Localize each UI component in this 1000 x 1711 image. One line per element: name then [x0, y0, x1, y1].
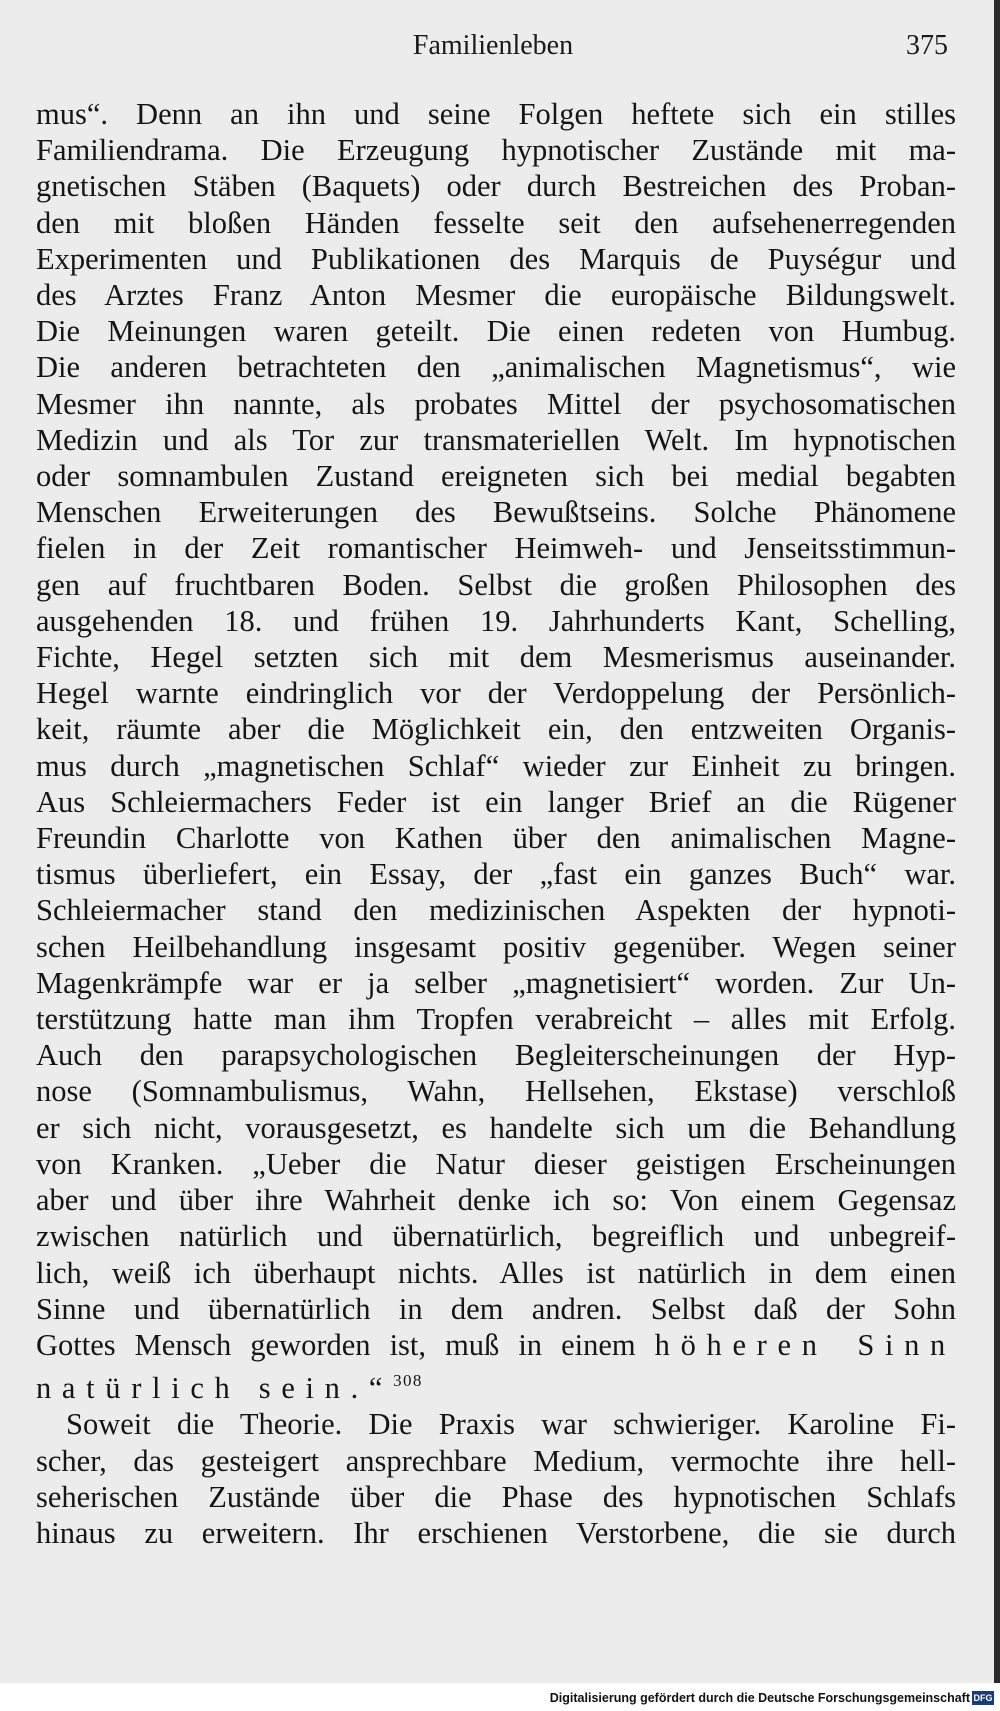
spaced-emphasis: höheren Sinn: [654, 1327, 956, 1362]
text-line: tismus überliefert, ein Essay, der „fast ein ganzes Buch“ war.: [36, 857, 956, 892]
text-line-with-spaced-emphasis: [36, 1327, 956, 1363]
running-title: Familienleben: [412, 30, 574, 61]
dfg-logo: DFG: [973, 1693, 993, 1703]
text-line: Experimenten und Publikationen des Marquis de Puységur und: [36, 241, 956, 276]
text-line: ausgehenden 18. und frühen 19. Jahrhunderts Kant, Schelling,: [36, 603, 956, 638]
text-line: Die anderen betrachteten den „animalischen Magnetismus“, wie: [36, 350, 956, 385]
text-line: den mit bloßen Händen fesselte seit den aufsehenerregenden: [36, 205, 956, 240]
text-line: oder somnambulen Zustand ereigneten sich bei medial begabten: [36, 459, 956, 494]
text-line: von Kranken. „Ueber die Natur dieser geistigen Erscheinungen: [36, 1146, 956, 1181]
text-line: des Arztes Franz Anton Mesmer die europäische Bildungswelt.: [36, 278, 956, 313]
text-line: Die Meinungen waren geteilt. Die einen redeten von Humbug.: [36, 314, 956, 349]
text-line: Sinne und übernatürlich in dem andren. Selbst daß der Sohn: [36, 1291, 956, 1326]
text-line: er sich nicht, vorausgesetzt, es handelte sich um die Behandlung: [36, 1110, 956, 1145]
running-head: [38, 28, 948, 68]
text-line: Familiendrama. Die Erzeugung hypnotischer Zustände mit ma-: [36, 133, 956, 168]
spaced-emphasis: natürlich sein.“: [36, 1371, 394, 1406]
text-line: gnetischen Stäben (Baquets) oder durch Bestreichen des Proban-: [36, 169, 956, 204]
body-text: [36, 96, 956, 1551]
text-line: Fichte, Hegel setzten sich mit dem Mesmerismus auseinander.: [36, 640, 956, 675]
text-line: seherischen Zustände über die Phase des hypnotischen Schlafs: [36, 1479, 956, 1514]
text-line: nose (Somnambulismus, Wahn, Hellsehen, Ekstase) verschloß: [36, 1074, 956, 1109]
text-line: keit, räumte aber die Möglichkeit ein, den entzweiten Organis-: [36, 712, 956, 747]
text-line: mus“. Denn an ihn und seine Folgen heftete sich ein stilles: [36, 97, 956, 131]
text-line: zwischen natürlich und übernatürlich, begreiflich und unbegreif-: [36, 1219, 956, 1254]
text-line: Menschen Erweiterungen des Bewußtseins. Solche Phänomene: [36, 495, 956, 530]
text-line: hinaus zu erweitern. Ihr erschienen Verstorbene, die sie durch: [36, 1515, 956, 1550]
page-number: 375: [906, 30, 948, 61]
text-line: gen auf fruchtbaren Boden. Selbst die großen Philosophen des: [36, 567, 956, 602]
scan-edge: [994, 0, 1000, 1711]
text-line: lich, weiß ich überhaupt nichts. Alles ist natürlich in dem einen: [36, 1255, 956, 1290]
text-line: Hegel warnte eindringlich vor der Verdoppelung der Persönlich-: [36, 676, 956, 711]
text-line: Freundin Charlotte von Kathen über den animalischen Magne-: [36, 821, 956, 856]
digitization-footer: [0, 1683, 1000, 1711]
text-fragment: Gottes Mensch geworden ist, muß in einem: [36, 1327, 636, 1362]
text-line: aber und über ihre Wahrheit denke ich so: Von einem Gegensaz: [36, 1183, 956, 1218]
text-line: terstützung hatte man ihm Tropfen verabreicht – alles mit Erfolg.: [36, 1002, 956, 1037]
text-line: Magenkrämpfe war er ja selber „magnetisiert“ worden. Zur Un-: [36, 965, 956, 1000]
paragraph-first-line: Soweit die Theorie. Die Praxis war schwieriger. Karoline Fi-: [66, 1407, 956, 1442]
text-line: fielen in der Zeit romantischer Heimweh- und Jenseitsstimmun-: [36, 531, 956, 566]
funding-note: Digitalisierung gefördert durch die Deutsche Forschungsgemeinschaft: [549, 1691, 970, 1705]
text-line: schen Heilbehandlung insgesamt positiv gegenüber. Wegen seiner: [36, 929, 956, 964]
text-line: Medizin und als Tor zur transmateriellen Welt. Im hypnotischen: [36, 422, 956, 457]
text-line: Aus Schleiermachers Feder ist ein langer Brief an die Rügener: [36, 784, 956, 819]
text-line: Schleiermacher stand den medizinischen Aspekten der hypnoti-: [36, 893, 956, 928]
footnote-reference[interactable]: 308: [393, 1371, 423, 1391]
text-line: Mesmer ihn nannte, als probates Mittel der psychosomatischen: [36, 386, 956, 421]
text-line: mus durch „magnetischen Schlaf“ wieder zur Einheit zu bringen.: [36, 748, 956, 783]
quote-ending-line: [36, 1363, 956, 1406]
text-line: scher, das gesteigert ansprechbare Medium, vermochte ihre hell-: [36, 1443, 956, 1478]
text-line: Auch den parapsychologischen Begleiterscheinungen der Hyp-: [36, 1038, 956, 1073]
